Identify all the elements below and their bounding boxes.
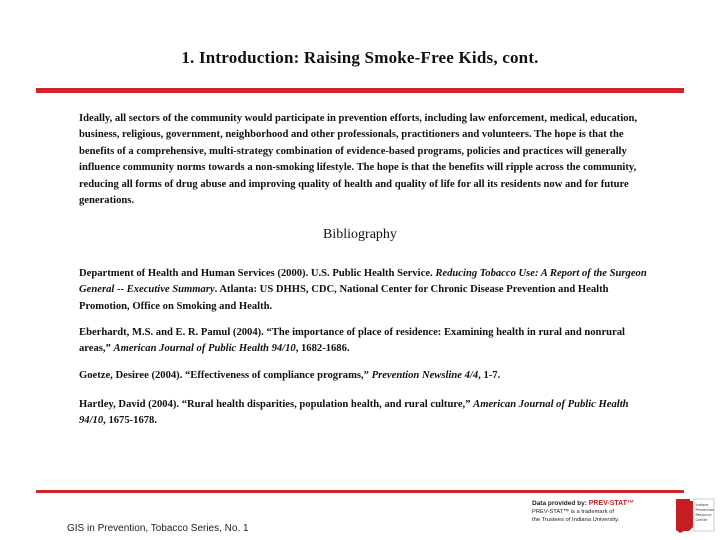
bibliography-heading: Bibliography: [323, 227, 397, 242]
bibliography-entry: Goetze, Desiree (2004). “Effectiveness of compliance programs,” Prevention Newsline 4/4, 1-7.: [79, 370, 501, 381]
footer-series-label: GIS in Prevention, Tobacco Series, No. 1: [67, 523, 249, 534]
bibliography-entry: Department of Health and Human Services (2000). U.S. Public Health Service. Reducing Tobacco Use: A Report of the Surgeon General -- Executive Summary. Atlanta: US DHHS, CDC, National Center for Chronic Disease Prevention and Health Promotion, Office on Smoking and Health.: [79, 268, 647, 312]
bibliography-entry: Eberhardt, M.S. and E. R. Pamul (2004). “The importance of place of residence: Examining health in rural and nonrural areas,” American Journal of Public Health 94/10, 1682-1686.: [79, 327, 625, 355]
intro-paragraph: Ideally, all sectors of the community would participate in prevention efforts, including law enforcement, medical, education, business, religious, government, neighborhood and other professionals, practitioners and volunteers. The hope is that the benefits of a comprehensive, multi-strategy combination of evidence-based programs, policies and practices will generally influence community norms towards a non-smoking lifestyle. The hope is that the benefits will ripple across the community, reducing all forms of drug abuse and improving quality of health and quality of life for all its residents now and for future generations.: [79, 113, 638, 207]
bottom-divider: [36, 490, 684, 493]
svg-text:Center: Center: [695, 518, 708, 522]
bibliography-entry: Hartley, David (2004). “Rural health disparities, population health, and rural culture,” American Journal of Public Health 94/10, 1675-1678.: [79, 399, 629, 427]
page-title: 1. Introduction: Raising Smoke-Free Kids, cont.: [181, 48, 539, 67]
prev-stat-brand: PREV-STAT™: [588, 500, 634, 507]
svg-text:Prevention: Prevention: [695, 508, 715, 512]
top-divider: [36, 88, 684, 93]
svg-text:Resource: Resource: [695, 513, 712, 517]
indiana-prevention-logo: [672, 497, 717, 535]
data-credit: Data provided by: PREV-STAT™ PREV-STAT™ is a trademark of the Trustees of Indiana University.: [532, 500, 634, 523]
svg-text:Indiana: Indiana: [695, 503, 709, 507]
